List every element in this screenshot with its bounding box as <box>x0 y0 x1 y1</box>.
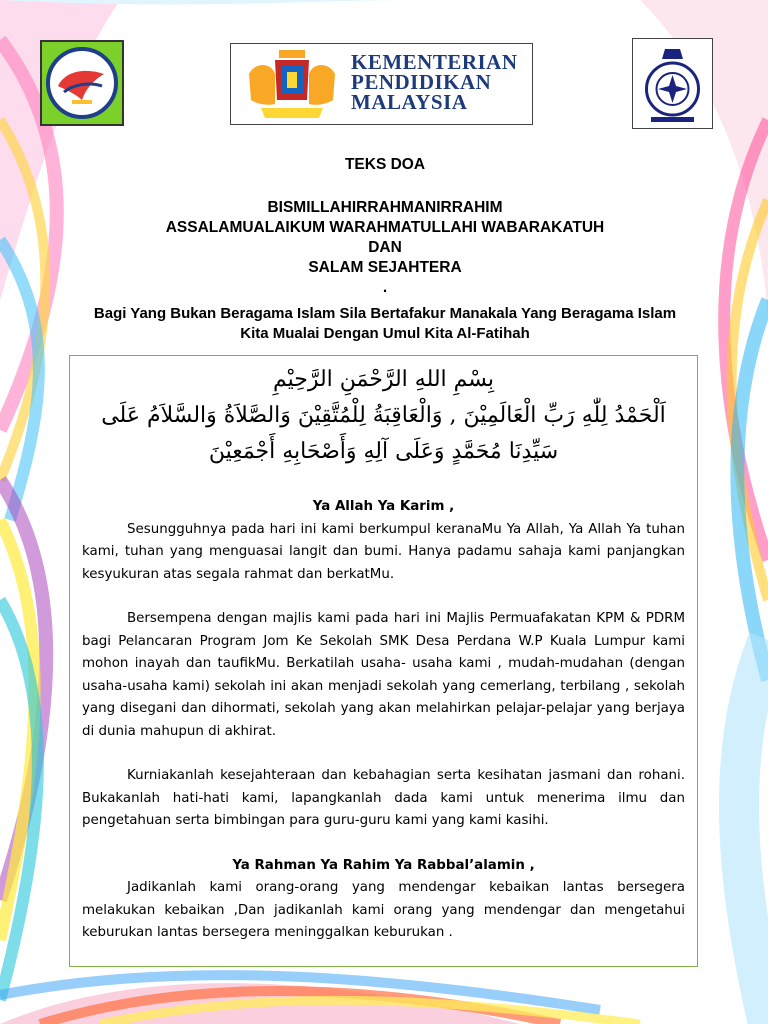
greeting-line: ASSALAMUALAIKUM WARAHMATULLAHI WABARAKATUH <box>165 219 605 236</box>
invocation-heading: Ya Rahman Ya Rahim Ya Rabbal’alamin , <box>232 857 535 873</box>
kpm-line-1: KEMENTERIAN <box>351 50 518 74</box>
school-logo <box>40 40 124 126</box>
paragraph: Sesungguhnya pada hari ini kami berkumpul keranaMu Ya Allah, Ya Allah Ya tuhan kami, tuhan yang menguasai langit dan bumi. Hanya padamu sahaja kami panjangkan kesyukuran atas segala rahmat dan berkatMu. <box>82 521 685 582</box>
kpm-wordmark <box>351 52 531 112</box>
greeting-line: SALAM SEJAHTERA <box>308 259 462 276</box>
paragraph: Jadikanlah kami orang-orang yang mendengar kebaikan lantas bersegera melakukan kebaikan ,Dan jadikanlah kami orang yang mendengar dan mengetahui keburukan lantas bersegera meninggalkan keburukan . <box>82 880 685 940</box>
paragraph: Kurniakanlah kesejahteraan dan kebahagian serta kesihatan jasmani dan rohani. Bukakanlah hati-hati kami, lapangkanlah dada kami untuk menerima ilmu dan pengetahuan serta bimbingan para guru-guru kami yang kami kasihi. <box>82 768 685 828</box>
paragraph: Bersempena dengan majlis kami pada hari ini Majlis Permuafakatan KPM & PDRM bagi Pelancaran Program Jom Ke Sekolah SMK Desa Perdana W.P Kuala Lumpur kami mohon inayah dan taufikMu. Berkatilah usaha- usaha kami , mudah-mudahan (dengan usaha-usaha kami) sekolah ini akan menjadi sekolah yang cemerlang, terbilang , sekolah yang disegani dan dihormati, sekolah yang akan melahirkan pelajar-pelajar yang berjaya di dunia mahupun di akhirat. <box>82 611 685 739</box>
prayer-panel <box>69 355 698 967</box>
invocation-heading: Ya Allah Ya Karim , <box>312 499 455 514</box>
prayer-body <box>82 496 685 945</box>
doc-title: TEKS DOA <box>344 156 426 173</box>
greeting-line: DAN <box>368 239 402 256</box>
arabic-opening <box>70 362 697 470</box>
malaysia-coat-of-arms-icon <box>231 44 351 124</box>
kpm-logo <box>230 43 533 125</box>
arabic-line: بِسْمِ اللهِ الرَّحْمَنِ الرَّحِيْمِ <box>272 367 495 392</box>
opening-greetings <box>80 198 690 298</box>
kpm-line-3: MALAYSIA <box>351 90 468 114</box>
arabic-line: اَلْحَمْدُ لِلّٰهِ رَبِّ الْعَالَمِيْنَ , وَالْعَاقِبَةُ لِلْمُتَّقِيْنَ وَالصَّلاَةُ وَالسَّلاَمُ عَلَى <box>101 403 666 428</box>
arabic-line: سَيِّدِنَا مُحَمَّدٍ وَعَلَى آلِهِ وَأَصْحَابِهِ أَجْمَعِيْنَ <box>208 439 559 464</box>
greeting-line: BISMILLAHIRRAHMANIRRAHIM <box>267 199 503 216</box>
kpm-line-2: PENDIDIKAN <box>351 70 492 94</box>
pdrm-logo <box>632 38 713 129</box>
greeting-line: . <box>382 279 388 296</box>
instruction-note: Bagi Yang Bukan Beragama Islam Sila Bertafakur Manakala Yang Beragama Islam Kita Mualai Dengan Umul Kita Al-Fatihah <box>93 305 677 342</box>
